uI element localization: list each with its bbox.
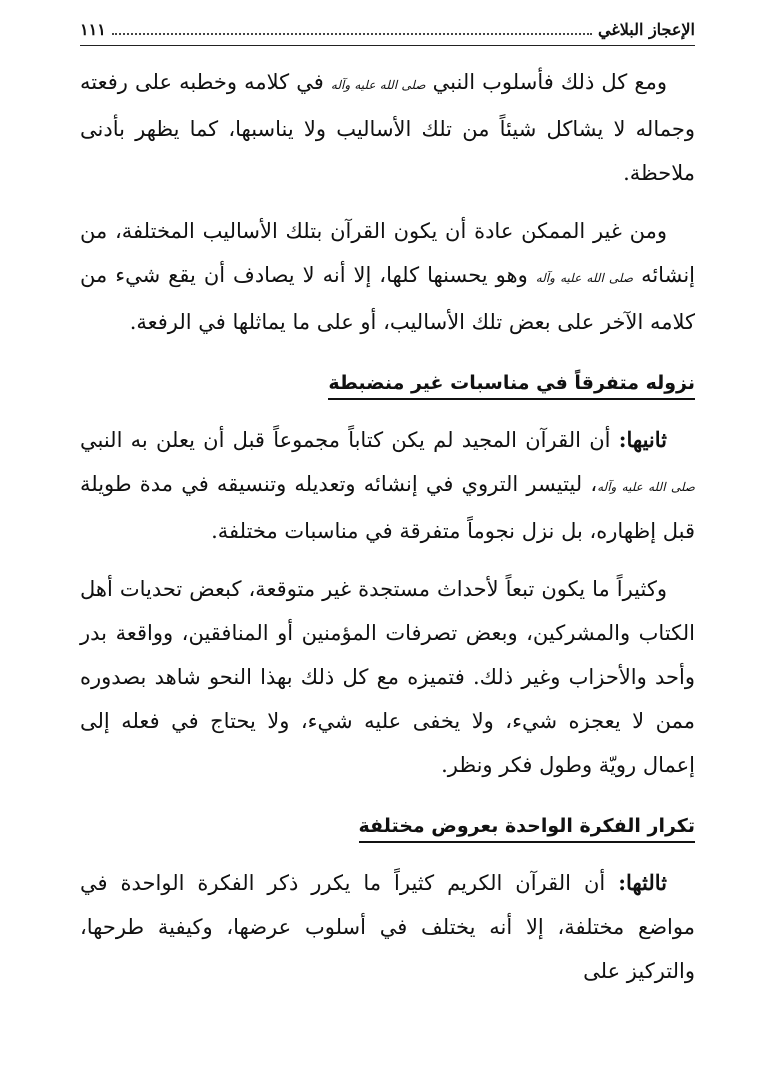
paragraph-1-part-b: في كلامه وخطبه على رفعته وجماله لا يشاكل شيئاً من تلك الأساليب ولا يناسبها، كما يظهر بأدنى ملاحظة. [80,70,695,185]
book-page [80,20,695,1007]
honorific-glyph: صلى الله عليه وآله [597,480,695,494]
paragraph-1-part-a: ومع كل ذلك فأسلوب النبي [432,70,667,94]
section-heading-2: تكرار الفكرة الواحدة بعروض مختلفة [359,815,696,843]
running-header [80,20,695,46]
paragraph-3-part-b: ، ليتيسر التروي في إنشائه وتعديله وتنسيقه في مدة طويلة قبل إظهاره، بل نزل نجوماً متفرقة في مناسبات مختلفة. [80,472,695,543]
paragraph-3 [80,418,695,553]
paragraph-1 [80,60,695,195]
paragraph-3-part-a: أن القرآن المجيد لم يكن كتاباً مجموعاً قبل أن يعلن به النبي [80,428,611,452]
paragraph-2-part-a: ومن غير الممكن عادة أن يكون القرآن بتلك الأساليب المختلفة، من إنشائه [80,219,695,287]
paragraph-4: وكثيراً ما يكون تبعاً لأحداث مستجدة غير متوقعة، كبعض تحديات أهل الكتاب والمشركين، وبعض تصرفات المؤمنين أو المنافقين، وواقعة بدر وأحد والأحزاب وغير ذلك. فتميزه مع كل ذلك بهذا النحو شاهد بصدوره ممن لا يعجزه شيء، ولا يخفى عليه شيء، ولا يحتاج في فعله إلى إعمال رويّة وطول فكر ونظر. [80,577,695,777]
paragraph-5 [80,861,695,993]
paragraph-5-text: أن القرآن الكريم كثيراً ما يكرر ذكر الفكرة الواحدة في مواضع مختلفة، إلا أنه يختلف في أسلوب عرضها، وكيفية طرحها، والتركيز على [80,871,695,983]
page-number: ١١١ [80,20,106,39]
paragraph-5-lead: ثالثها: [618,870,667,895]
paragraph-2 [80,209,695,344]
paragraph-3-lead: ثانيها: [618,427,667,452]
paragraph-2-part-b: وهو يحسنها كلها، إلا أنه لا يصادف أن يقع شيء من كلامه الآخر على بعض تلك الأساليب، أو على ما يماثلها في الرفعة. [80,263,695,334]
running-header-title: الإعجاز البلاغي [597,20,695,39]
honorific-glyph: صلى الله عليه وآله [330,78,426,92]
section-heading-2-wrap [80,815,695,843]
honorific-glyph: صلى الله عليه وآله [535,271,634,285]
section-heading-1-wrap [80,372,695,400]
section-heading-1: نزوله متفرقاً في مناسبات غير منضبطة [328,372,695,400]
header-dot-leader [112,33,592,35]
